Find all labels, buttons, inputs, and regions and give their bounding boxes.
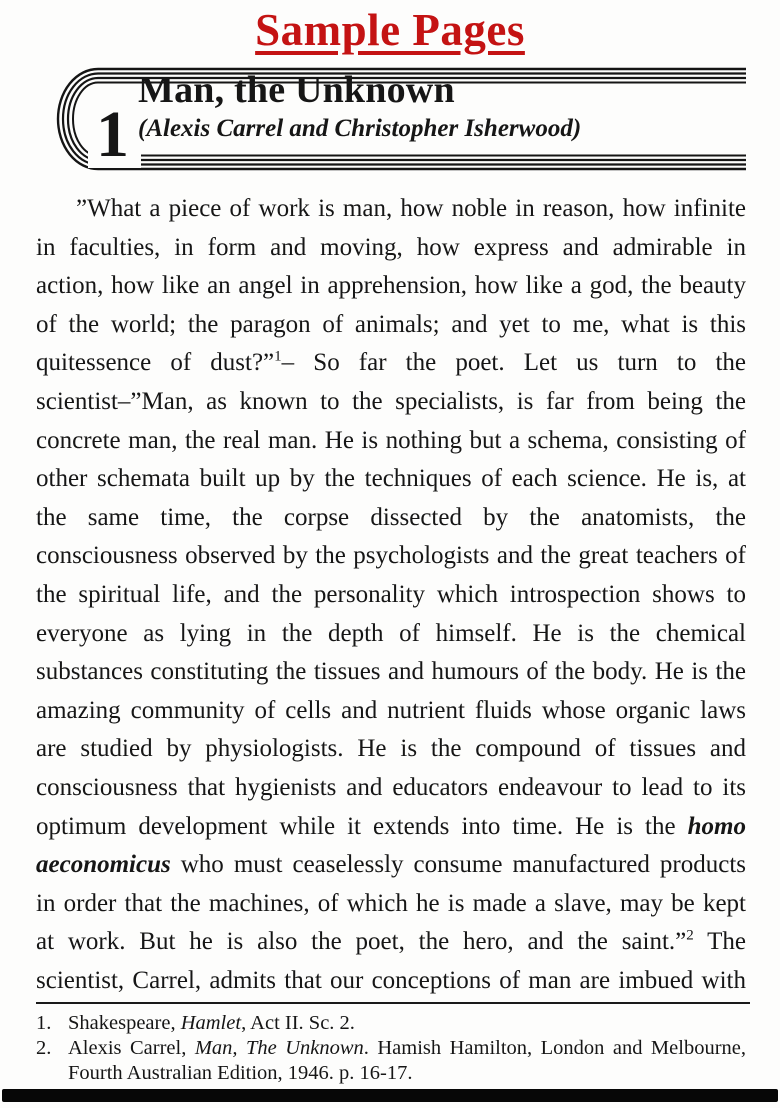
footnotes xyxy=(0,1004,780,1086)
footnote-1-work-title: Hamlet xyxy=(180,1012,242,1035)
footnote-2-text xyxy=(68,1037,746,1084)
body-segment: – So far the poet. Let us turn to the scientist–”Man, as known to the specialists, is far from being the concrete man, the real man. He is nothing but a schema, consisting of other schemata built up by the techniques of each science. He is, at the same time, the corpse dissected by the anatomists, the consciousness observed by the psychologists and the great teachers of the spiritual life, and the personality which introspection shows to everyone as lying in the depth of himself. He is the chemical substances constituting the tissues and humours of the body. He is the amazing community of cells and nutrient fluids whose organic laws are studied by physiologists. He is the compound of tissues and consciousness that hygienists and educators endeavour to lead to its optimum development while it extends into time. He is the xyxy=(36,349,746,840)
body-segment: The scientist, Carrel, admits that our conceptions of man are imbued with xyxy=(36,928,746,994)
chapter-subtitle: (Alexis Carrel and Christopher Isherwood) xyxy=(138,114,582,142)
footnote-ref-1: 1 xyxy=(274,349,282,366)
footnote-1-segment: , Act II. Sc. 2. xyxy=(241,1012,355,1035)
footnote-2-segment: Alexis Carrel, xyxy=(68,1037,195,1060)
body-segment-emphasis: homo aeconomicus xyxy=(36,812,746,879)
chapter-number: 1 xyxy=(88,98,141,168)
footnote-1-segment: Shakespeare, xyxy=(68,1012,181,1035)
paragraph xyxy=(36,190,746,1000)
footnote-2-work-title: Man, The Unknown xyxy=(194,1037,364,1060)
sample-pages-title-text: Sample Pages xyxy=(255,5,525,55)
page-scan-edge-bar xyxy=(2,1089,778,1102)
footnote-1 xyxy=(36,1011,746,1036)
footnote-1-text xyxy=(68,1012,355,1034)
body-text xyxy=(0,174,780,1000)
body-segment: ”What a piece of work is man, how noble in reason, how infinite in faculties, in form and moving, how express and admirable in action, how like an angel in apprehension, how like a god, the beauty of the world; the paragon of animals; and yet to me, what is this quitessence of dust?” xyxy=(36,195,746,377)
footnote-2-number: 2. xyxy=(36,1037,52,1060)
footnote-ref-2: 2 xyxy=(686,927,694,944)
footnote-2 xyxy=(36,1036,746,1086)
chapter-title: Man, the Unknown xyxy=(138,69,455,111)
footnote-1-number: 1. xyxy=(36,1012,52,1035)
sample-pages-title xyxy=(0,4,780,56)
chapter-header xyxy=(36,66,746,174)
body-segment: who must ceaselessly consume manufactured products in order that the machines, of which he is made a slave, may be kept at work. But he is also the poet, the hero, and the saint.” xyxy=(36,851,746,956)
footnote-2-segment: . Hamish Hamilton, London and Melbourne, Fourth Australian Edition, 1946. p. 16-17. xyxy=(68,1037,747,1085)
chapter-titles xyxy=(138,70,740,143)
